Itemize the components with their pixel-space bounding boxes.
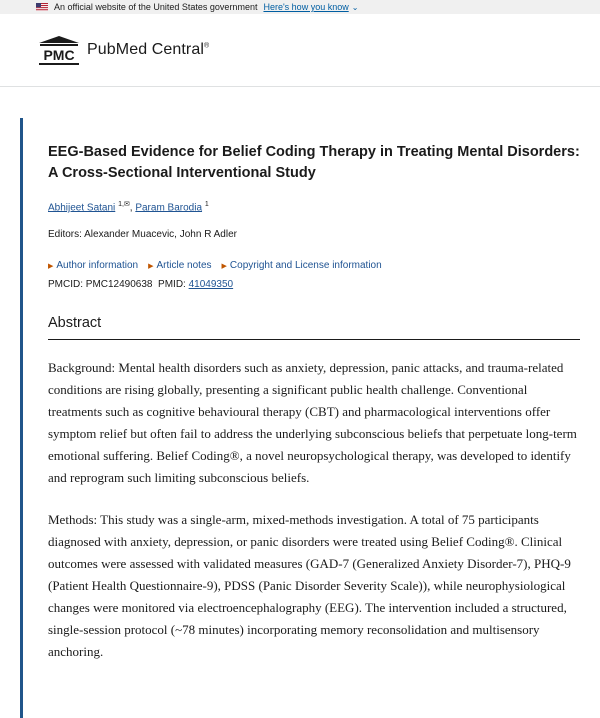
gov-banner-text: An official website of the United States government <box>54 2 258 12</box>
author-affiliation: 1 <box>204 201 209 208</box>
us-flag-icon <box>36 3 48 11</box>
abstract-paragraph-background: Background: Mental health disorders such as anxiety, depression, panic attacks, and trauma-related conditions are rising globally, presenting a significant public health challenge. Conventional treatments such as cognitive behavioural therapy (CBT) and pharmacological interventions offer symptom relief but often fail to address the underlying subconscious beliefs that perpetuate long-term emotional suffering. Belief Coding®, a novel neuropsychological therapy, was developed to identify and reprogram such limiting subconscious beliefs. <box>48 360 577 486</box>
pmc-building-icon <box>37 34 81 66</box>
heres-how-link[interactable]: Here's how you know <box>263 2 349 12</box>
article-ids <box>48 279 580 290</box>
article-title: EEG-Based Evidence for Belief Coding Therapy in Treating Mental Disorders: A Cross-Sectional Interventional Study <box>48 144 580 181</box>
article <box>20 118 600 676</box>
pmid-link[interactable]: 41049350 <box>188 279 234 291</box>
triangle-right-icon: ▶ <box>48 263 54 271</box>
abstract-paragraph-methods: Methods: This study was a single-arm, mixed-methods investigation. A total of 75 participants diagnosed with anxiety, depression, or panic disorders were treated using Belief Coding®. Clinical outcomes were assessed with validated measures (GAD-7 (Generalized Anxiety Disorder-7), PHQ-9 (Patient Health Questionnaire-9), PDSS (Panic Disorder Severity Scale)), while neurophysiological changes were monitored via electroencephalography (EEG). The intervention included a structured, single-session protocol (~78 minutes) incorporating memory reconsolidation and multisensory anchoring. <box>48 512 571 660</box>
author-link[interactable]: Param Barodia <box>135 202 203 214</box>
triangle-right-icon: ▶ <box>148 263 154 271</box>
article-notes-toggle[interactable]: ▶ Article notes <box>148 260 212 272</box>
author-link[interactable]: Abhijeet Satani <box>48 202 116 214</box>
article-accent-rule <box>20 118 23 718</box>
chevron-down-icon[interactable]: ⌄ <box>351 2 359 12</box>
logo-name: PubMed Central® <box>87 41 210 58</box>
editors: Editors: Alexander Muacevic, John R Adler <box>48 229 237 241</box>
author-affiliation[interactable]: 1,✉ <box>118 201 130 208</box>
article-info-toggles <box>48 260 580 271</box>
pmc-logo[interactable] <box>37 34 209 66</box>
logo-abbr: PMC <box>43 47 75 63</box>
author-list: Abhijeet Satani $^{1,✉}$, Param Barodia $^1$ <box>48 201 209 214</box>
site-header <box>0 14 600 87</box>
pmcid-label: PMCID: PMC12490638 PMID: <box>48 279 189 291</box>
author-information-toggle[interactable]: ▶ Author information <box>48 260 139 272</box>
triangle-right-icon: ▶ <box>221 263 227 271</box>
abstract-heading: Abstract <box>48 315 580 340</box>
gov-banner <box>0 0 600 14</box>
copyright-license-toggle[interactable]: ▶ Copyright and License information <box>221 260 382 272</box>
